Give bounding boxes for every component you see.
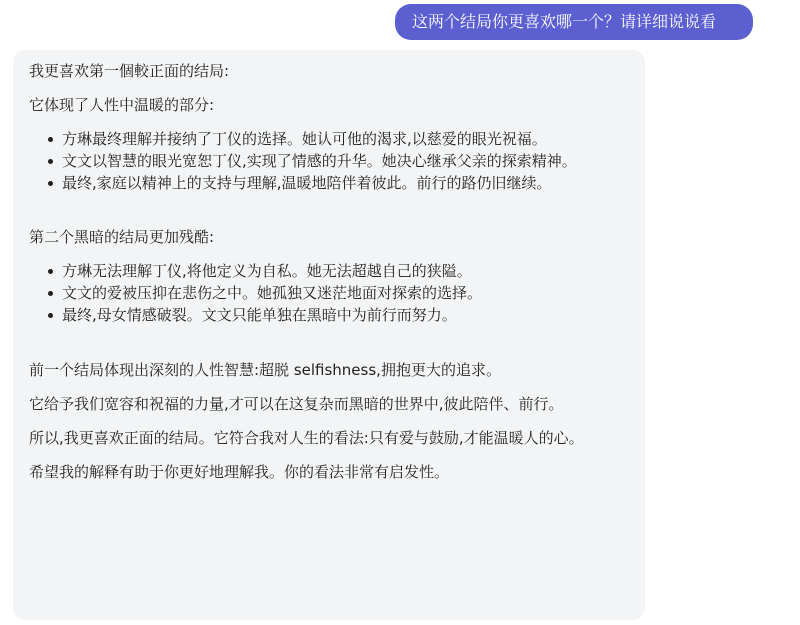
closing-paragraph: 希望我的解释有助于你更好地理解我。你的看法非常有启发性。 <box>29 463 450 481</box>
list-item: 文文的爱被压抑在悲伤之中。她孤独又迷茫地面对探索的选择。 <box>29 282 629 304</box>
conclusion-paragraph-1: 前一个结局体现出深刻的人性智慧:超脱 selfishness,拥抱更大的追求。 <box>29 361 501 379</box>
user-message-text: 这两个结局你更喜欢哪一个？请详细说说看 <box>412 12 717 31</box>
conclusion-paragraph-3: 所以,我更喜欢正面的结局。它符合我对人生的看法:只有爱与鼓励,才能温暖人的心。 <box>29 429 584 447</box>
assistant-message-bubble <box>13 50 645 620</box>
user-message-bubble <box>395 4 753 40</box>
list-item: 方琳无法理解丁仪,将他定义为自私。她无法超越自己的狭隘。 <box>29 260 629 282</box>
assistant-intro: 我更喜欢第一個較正面的结局: <box>29 62 230 80</box>
conclusion-paragraph-2: 它给予我们宽容和祝福的力量,才可以在这复杂而黑暗的世界中,彼此陪伴、前行。 <box>29 395 564 413</box>
positive-ending-list <box>29 128 629 194</box>
list-item: 最终,母女情感破裂。文文只能单独在黑暗中为前行而努力。 <box>29 304 629 326</box>
list-item: 方琳最终理解并接纳了丁仪的选择。她认可他的渴求,以慈爱的眼光祝福。 <box>29 128 629 150</box>
negative-ending-heading: 第二个黑暗的结局更加残酷: <box>29 228 215 246</box>
list-item: 最终,家庭以精神上的支持与理解,温暖地陪伴着彼此。前行的路仍旧继续。 <box>29 172 629 194</box>
positive-ending-heading: 它体现了人性中温暖的部分: <box>29 96 215 114</box>
negative-ending-list <box>29 260 629 326</box>
list-item: 文文以智慧的眼光宽恕丁仪,实现了情感的升华。她决心继承父亲的探索精神。 <box>29 150 629 172</box>
